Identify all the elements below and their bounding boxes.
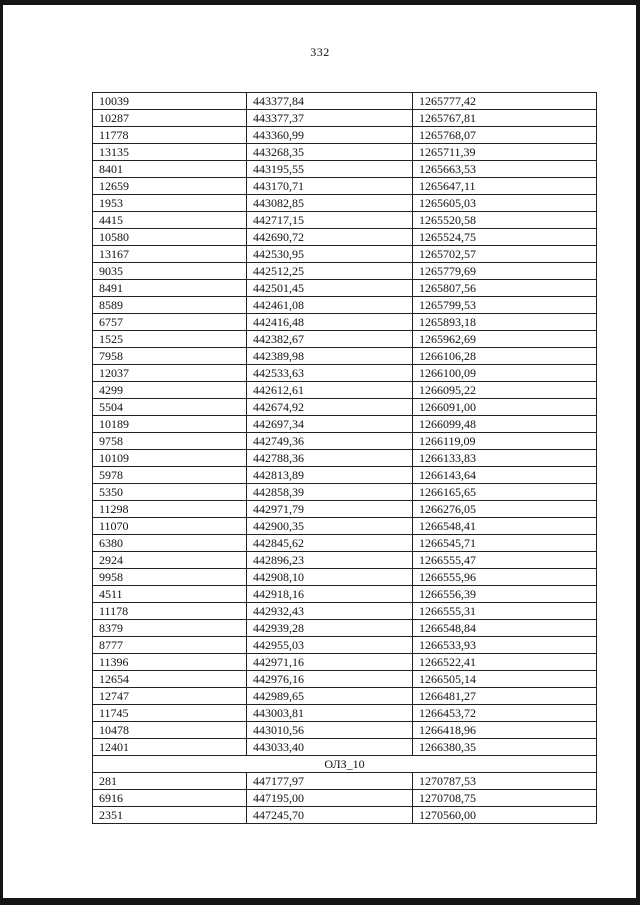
table-row [93,263,597,280]
table-row [93,382,597,399]
x-coordinate-cell: 442908,10 [247,569,413,586]
table-row [93,620,597,637]
x-coordinate-cell: 443377,37 [247,110,413,127]
y-coordinate-cell: 1265524,75 [413,229,597,246]
y-coordinate-cell: 1266106,28 [413,348,597,365]
x-coordinate-cell: 442900,35 [247,518,413,535]
point-number-cell: 6916 [93,790,247,807]
section-header-row [93,756,597,773]
x-coordinate-cell: 442530,95 [247,246,413,263]
x-coordinate-cell: 442932,43 [247,603,413,620]
point-number-cell: 2924 [93,552,247,569]
y-coordinate-cell: 1266545,71 [413,535,597,552]
coordinates-table-body [93,93,597,824]
x-coordinate-cell: 442382,67 [247,331,413,348]
table-row [93,501,597,518]
y-coordinate-cell: 1266165,65 [413,484,597,501]
table-row [93,365,597,382]
point-number-cell: 12747 [93,688,247,705]
table-row [93,144,597,161]
y-coordinate-cell: 1266418,96 [413,722,597,739]
x-coordinate-cell: 443377,84 [247,93,413,110]
point-number-cell: 11396 [93,654,247,671]
x-coordinate-cell: 447177,97 [247,773,413,790]
table-row [93,246,597,263]
coordinates-table [92,92,597,824]
y-coordinate-cell: 1265768,07 [413,127,597,144]
x-coordinate-cell: 443195,55 [247,161,413,178]
y-coordinate-cell: 1266099,48 [413,416,597,433]
point-number-cell: 10109 [93,450,247,467]
table-row [93,671,597,688]
x-coordinate-cell: 442858,39 [247,484,413,501]
y-coordinate-cell: 1270708,75 [413,790,597,807]
y-coordinate-cell: 1266095,22 [413,382,597,399]
scan-border-bottom [0,898,640,905]
point-number-cell: 10287 [93,110,247,127]
point-number-cell: 4415 [93,212,247,229]
table-row [93,195,597,212]
table-row [93,399,597,416]
x-coordinate-cell: 442533,63 [247,365,413,382]
point-number-cell: 12659 [93,178,247,195]
y-coordinate-cell: 1265711,39 [413,144,597,161]
x-coordinate-cell: 442955,03 [247,637,413,654]
x-coordinate-cell: 442939,28 [247,620,413,637]
y-coordinate-cell: 1265767,81 [413,110,597,127]
point-number-cell: 11298 [93,501,247,518]
table-row [93,688,597,705]
x-coordinate-cell: 443082,85 [247,195,413,212]
y-coordinate-cell: 1265807,56 [413,280,597,297]
y-coordinate-cell: 1265777,42 [413,93,597,110]
y-coordinate-cell: 1265893,18 [413,314,597,331]
point-number-cell: 8777 [93,637,247,654]
table-row [93,331,597,348]
point-number-cell: 8491 [93,280,247,297]
x-coordinate-cell: 443010,56 [247,722,413,739]
scan-border-left [0,0,3,905]
y-coordinate-cell: 1265779,69 [413,263,597,280]
y-coordinate-cell: 1266555,47 [413,552,597,569]
table-row [93,161,597,178]
table-row [93,518,597,535]
y-coordinate-cell: 1270787,53 [413,773,597,790]
x-coordinate-cell: 442416,48 [247,314,413,331]
x-coordinate-cell: 442501,45 [247,280,413,297]
x-coordinate-cell: 442389,98 [247,348,413,365]
point-number-cell: 13135 [93,144,247,161]
y-coordinate-cell: 1266119,09 [413,433,597,450]
table-row [93,637,597,654]
x-coordinate-cell: 442697,34 [247,416,413,433]
point-number-cell: 11178 [93,603,247,620]
table-row [93,178,597,195]
point-number-cell: 6380 [93,535,247,552]
x-coordinate-cell: 442989,65 [247,688,413,705]
x-coordinate-cell: 442788,36 [247,450,413,467]
table-row [93,348,597,365]
y-coordinate-cell: 1266481,27 [413,688,597,705]
table-row [93,705,597,722]
table-row [93,467,597,484]
table-row [93,603,597,620]
y-coordinate-cell: 1266522,41 [413,654,597,671]
table-row [93,433,597,450]
y-coordinate-cell: 1266276,05 [413,501,597,518]
table-row [93,807,597,824]
table-row [93,569,597,586]
y-coordinate-cell: 1266143,64 [413,467,597,484]
y-coordinate-cell: 1266548,84 [413,620,597,637]
x-coordinate-cell: 442845,62 [247,535,413,552]
point-number-cell: 1525 [93,331,247,348]
table-row [93,450,597,467]
point-number-cell: 6757 [93,314,247,331]
table-row [93,535,597,552]
point-number-cell: 4299 [93,382,247,399]
scan-border-right [636,0,640,905]
x-coordinate-cell: 442976,16 [247,671,413,688]
table-row [93,722,597,739]
table-row [93,297,597,314]
y-coordinate-cell: 1266556,39 [413,586,597,603]
y-coordinate-cell: 1265605,03 [413,195,597,212]
y-coordinate-cell: 1265663,53 [413,161,597,178]
x-coordinate-cell: 442971,16 [247,654,413,671]
point-number-cell: 4511 [93,586,247,603]
table-row [93,127,597,144]
point-number-cell: 12037 [93,365,247,382]
y-coordinate-cell: 1266380,35 [413,739,597,756]
point-number-cell: 7958 [93,348,247,365]
y-coordinate-cell: 1266533,93 [413,637,597,654]
table-row [93,654,597,671]
point-number-cell: 5350 [93,484,247,501]
x-coordinate-cell: 442971,79 [247,501,413,518]
table-row [93,416,597,433]
y-coordinate-cell: 1266091,00 [413,399,597,416]
table-row [93,212,597,229]
y-coordinate-cell: 1266100,09 [413,365,597,382]
point-number-cell: 8401 [93,161,247,178]
x-coordinate-cell: 443268,35 [247,144,413,161]
y-coordinate-cell: 1265647,11 [413,178,597,195]
y-coordinate-cell: 1265520,58 [413,212,597,229]
x-coordinate-cell: 442813,89 [247,467,413,484]
x-coordinate-cell: 443360,99 [247,127,413,144]
x-coordinate-cell: 442918,16 [247,586,413,603]
table-row [93,790,597,807]
point-number-cell: 281 [93,773,247,790]
point-number-cell: 5978 [93,467,247,484]
y-coordinate-cell: 1266555,31 [413,603,597,620]
y-coordinate-cell: 1266453,72 [413,705,597,722]
table-row [93,280,597,297]
table-row [93,110,597,127]
section-label: ОЛЗ_10 [93,756,597,773]
x-coordinate-cell: 442690,72 [247,229,413,246]
x-coordinate-cell: 442612,61 [247,382,413,399]
table-row [93,552,597,569]
point-number-cell: 11070 [93,518,247,535]
x-coordinate-cell: 442461,08 [247,297,413,314]
point-number-cell: 11745 [93,705,247,722]
table-row [93,93,597,110]
page-number: 332 [310,45,330,59]
table-row [93,773,597,790]
point-number-cell: 10189 [93,416,247,433]
y-coordinate-cell: 1265702,57 [413,246,597,263]
table-row [93,484,597,501]
x-coordinate-cell: 447245,70 [247,807,413,824]
point-number-cell: 2351 [93,807,247,824]
point-number-cell: 5504 [93,399,247,416]
y-coordinate-cell: 1265962,69 [413,331,597,348]
y-coordinate-cell: 1270560,00 [413,807,597,824]
point-number-cell: 11778 [93,127,247,144]
x-coordinate-cell: 447195,00 [247,790,413,807]
y-coordinate-cell: 1266133,83 [413,450,597,467]
point-number-cell: 9958 [93,569,247,586]
x-coordinate-cell: 442717,15 [247,212,413,229]
table-row [93,739,597,756]
point-number-cell: 10478 [93,722,247,739]
table-row [93,586,597,603]
y-coordinate-cell: 1266548,41 [413,518,597,535]
point-number-cell: 10580 [93,229,247,246]
table-row [93,314,597,331]
point-number-cell: 8589 [93,297,247,314]
point-number-cell: 12654 [93,671,247,688]
point-number-cell: 1953 [93,195,247,212]
x-coordinate-cell: 443033,40 [247,739,413,756]
table-row [93,229,597,246]
point-number-cell: 10039 [93,93,247,110]
y-coordinate-cell: 1266505,14 [413,671,597,688]
x-coordinate-cell: 442896,23 [247,552,413,569]
point-number-cell: 9035 [93,263,247,280]
point-number-cell: 9758 [93,433,247,450]
point-number-cell: 8379 [93,620,247,637]
x-coordinate-cell: 442749,36 [247,433,413,450]
scan-border-top [0,0,640,5]
x-coordinate-cell: 443170,71 [247,178,413,195]
x-coordinate-cell: 443003,81 [247,705,413,722]
x-coordinate-cell: 442674,92 [247,399,413,416]
point-number-cell: 13167 [93,246,247,263]
x-coordinate-cell: 442512,25 [247,263,413,280]
y-coordinate-cell: 1266555,96 [413,569,597,586]
y-coordinate-cell: 1265799,53 [413,297,597,314]
point-number-cell: 12401 [93,739,247,756]
